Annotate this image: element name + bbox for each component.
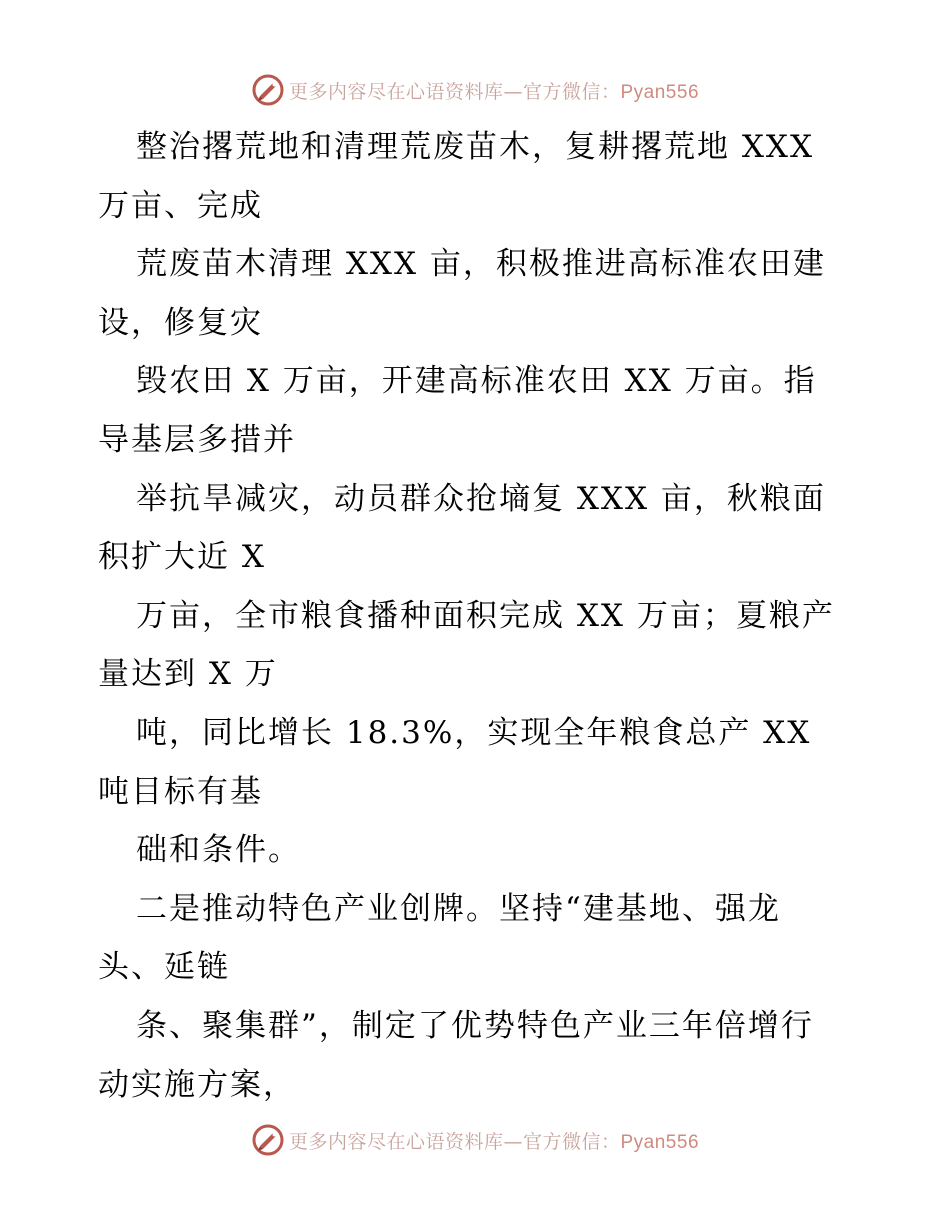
text-line: 导基层多措并 [98, 421, 296, 458]
text-line: 吨目标有基 [98, 773, 263, 810]
text-line: 头、延链 [98, 949, 230, 986]
text-line: 荒废苗木清理 XXX 亩，积极推进高标准农田建 [136, 246, 826, 283]
header-watermark-banner [0, 70, 950, 110]
footer-watermark-banner [0, 1120, 950, 1160]
text-line: 万亩、完成 [98, 187, 263, 224]
text-line: 础和条件。 [136, 832, 301, 869]
text-line: 条、聚集群”，制定了优势特色产业三年倍增行 [136, 1007, 814, 1044]
text-line: 二是推动特色产业创牌。坚持“建基地、强龙 [136, 890, 781, 927]
pen-logo-icon [251, 73, 285, 107]
watermark-text: 更多内容尽在心语资料库—官方微信：Pyan556 [288, 1130, 700, 1153]
text-line: 动实施方案， [98, 1066, 296, 1103]
text-line: 举抗旱减灾，动员群众抢墒复 XXX 亩，秋粮面 [136, 480, 826, 517]
pen-logo-icon [251, 1123, 285, 1157]
text-line: 毁农田 X 万亩，开建高标准农田 XX 万亩。指 [136, 363, 817, 400]
text-line: 量达到 X 万 [98, 656, 278, 693]
watermark-text: 更多内容尽在心语资料库—官方微信：Pyan556 [288, 80, 700, 103]
text-line: 整治撂荒地和清理荒废苗木，复耕撂荒地 XXX [136, 129, 815, 165]
document-body [98, 118, 858, 1114]
text-line: 设，修复灾 [98, 304, 263, 341]
text-line: 吨，同比增长 18.3%，实现全年粮食总产 XX [136, 714, 812, 751]
text-line: 万亩，全市粮食播种面积完成 XX 万亩；夏粮产 [136, 597, 835, 634]
text-line: 积扩大近 X [98, 539, 266, 576]
